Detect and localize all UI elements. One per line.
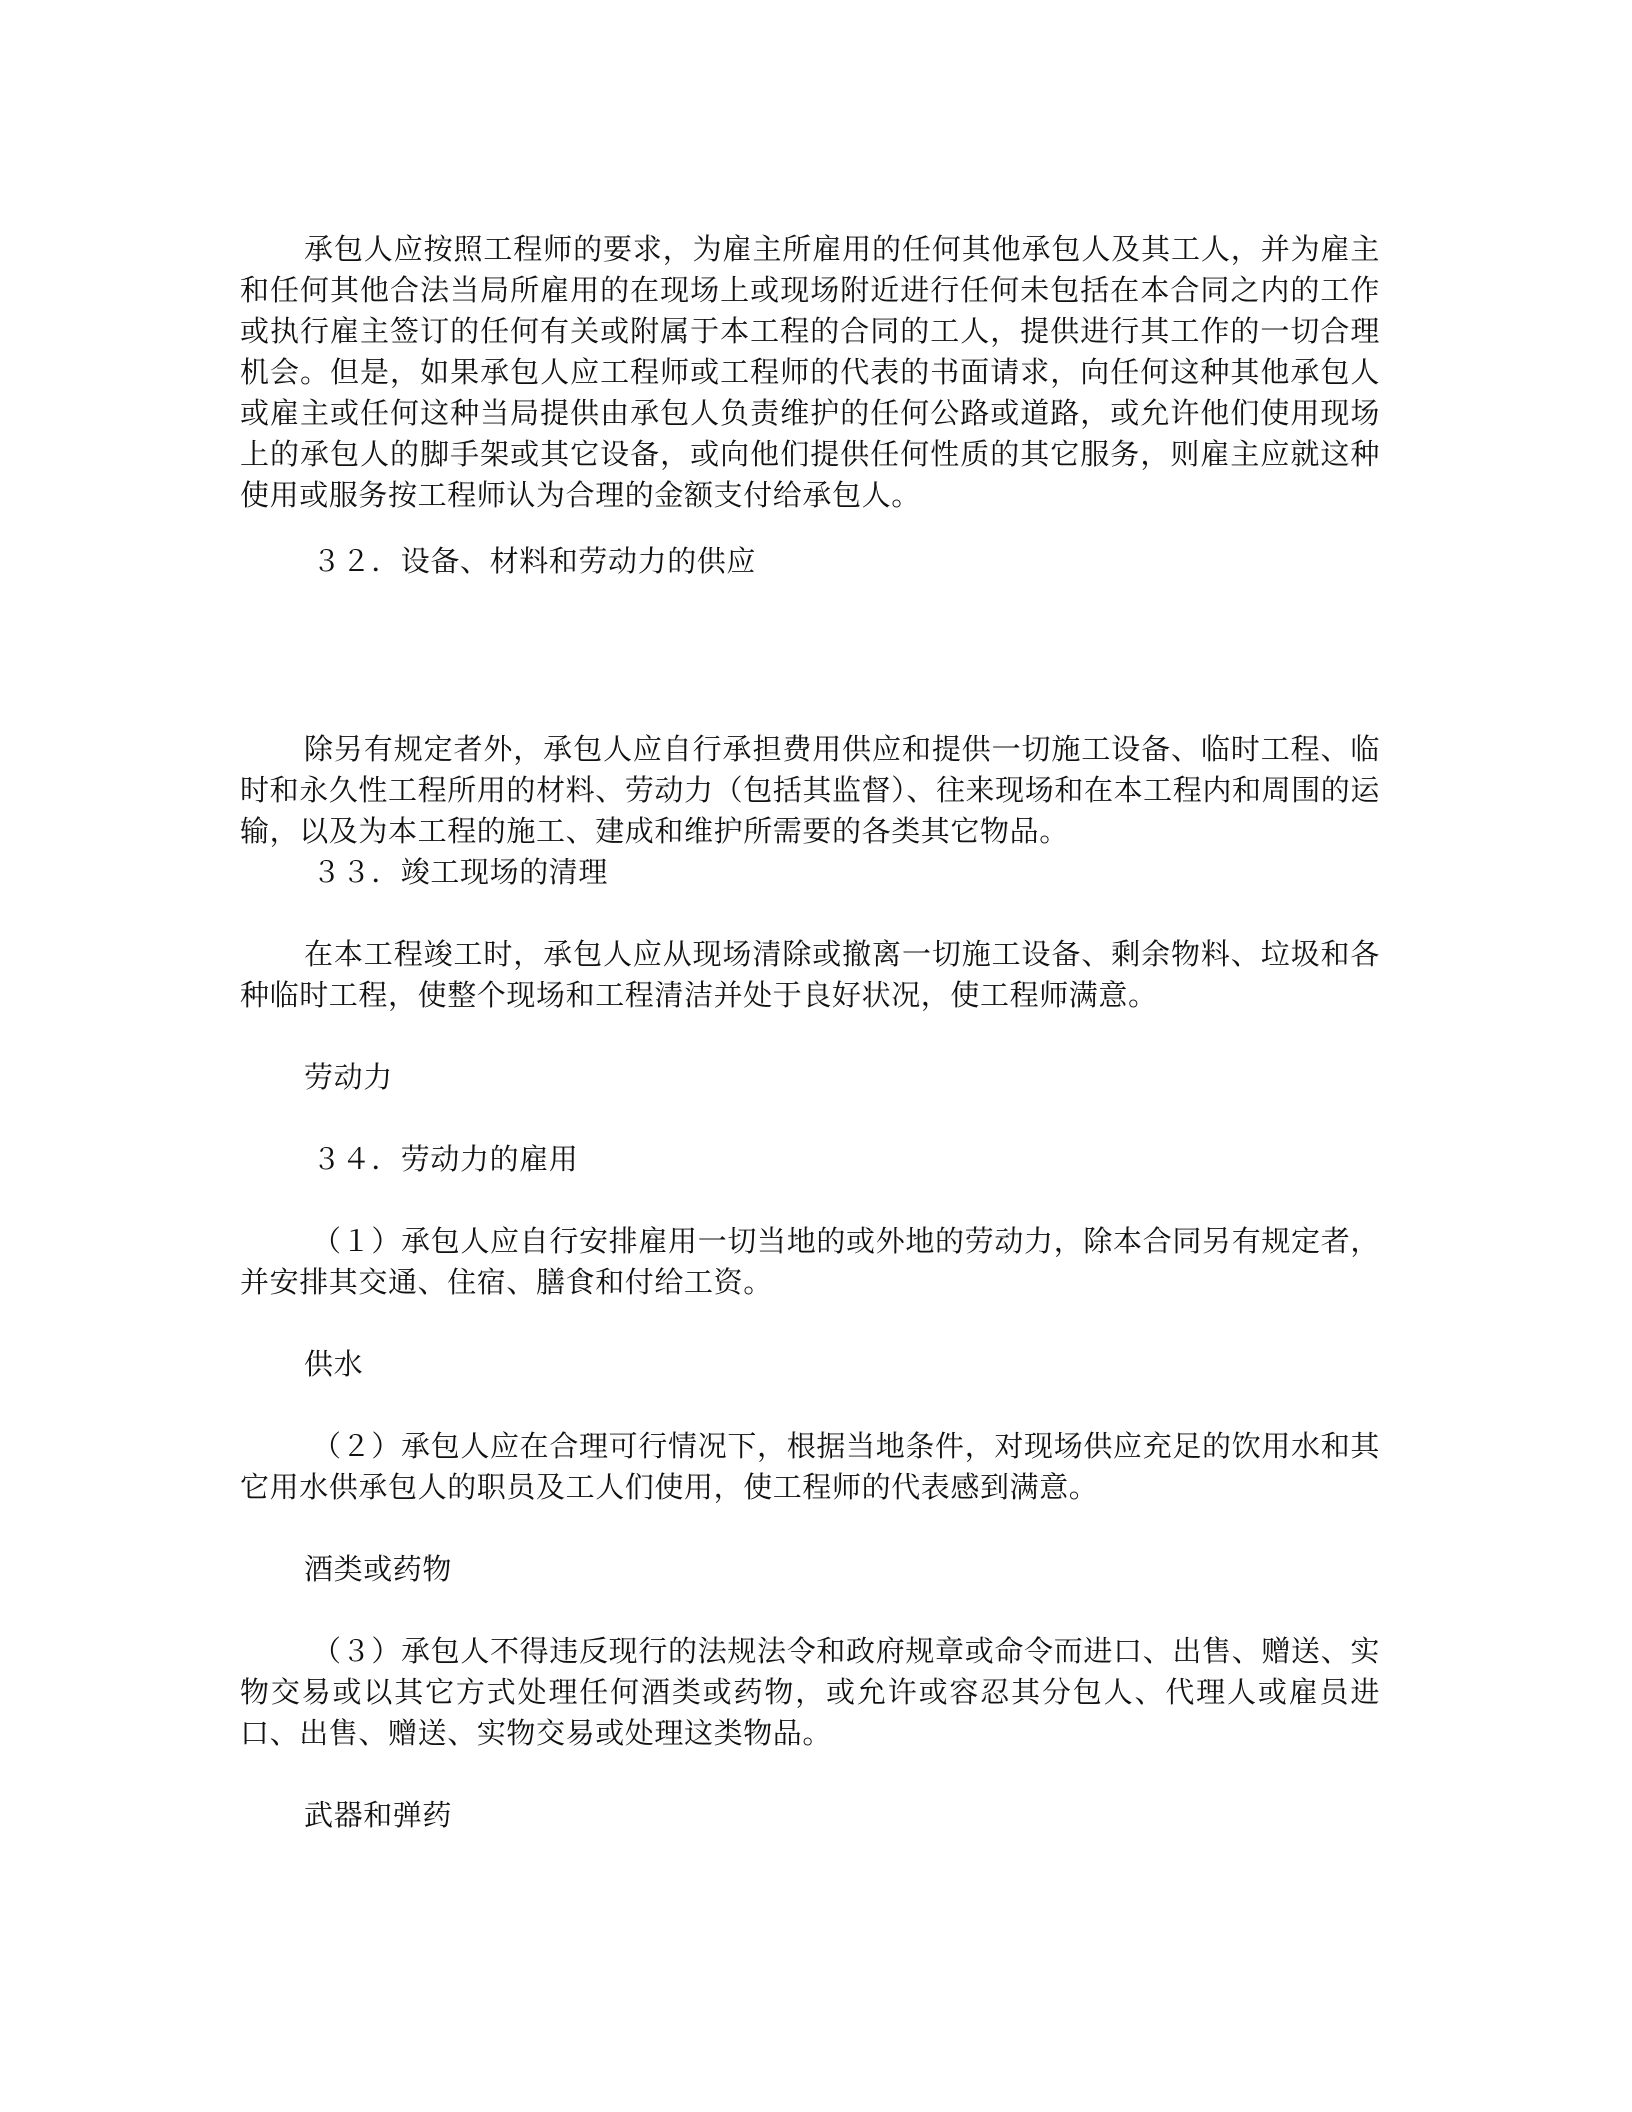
subheading-water-supply: 供水 xyxy=(304,1347,364,1381)
paragraph-engineer-request: 承包人应按照工程师的要求，为雇主所雇用的任何其他承包人及其工人，并为雇主和任何其他合法当局所雇用的在现场上或现场附近进行任何未包括在本合同之内的工作或执行雇主签订的任何有关或附属于本工程的合同的工人，提供进行其工作的一切合理机会。但是，如果承包人应工程师或工程师的代表的书面请求，向任何这种其他承包人或雇主或任何这种当局提供由承包人负责维护的任何公路或道路，或允许他们使用现场上的承包人的脚手架或其它设备，或向他们提供任何性质的其它服务，则雇主应就这种使用或服务按工程师认为合理的金额支付给承包人。 xyxy=(240,232,1380,512)
paragraph-clearance-of-site: 在本工程竣工时，承包人应从现场清除或撤离一切施工设备、剩余物料、垃圾和各种临时工程，使整个现场和工程清洁并处于良好状况，使工程师满意。 xyxy=(240,937,1380,1012)
paragraph-labour-engagement: （１）承包人应自行安排雇用一切当地的或外地的劳动力，除本合同另有规定者，并安排其交通、住宿、膳食和付给工资。 xyxy=(240,1224,1380,1299)
section-heading-33: ３３．竣工现场的清理 xyxy=(312,855,609,889)
paragraph-alcohol-drugs: （３）承包人不得违反现行的法规法令和政府规章或命令而进口、出售、赠送、实物交易或以其它方式处理任何酒类或药物，或允许或容忍其分包人、代理人或雇员进口、出售、赠送、实物交易或处理这类物品。 xyxy=(240,1634,1380,1750)
subheading-labour: 劳动力 xyxy=(304,1060,393,1094)
paragraph-supply-of-plant: 除另有规定者外，承包人应自行承担费用供应和提供一切施工设备、临时工程、临时和永久性工程所用的材料、劳动力（包括其监督）、往来现场和在本工程内和周围的运输，以及为本工程的施工、建成和维护所需要的各类其它物品。 xyxy=(240,732,1380,848)
section-heading-34: ３４．劳动力的雇用 xyxy=(312,1142,579,1176)
subheading-arms-ammunition: 武器和弹药 xyxy=(304,1798,453,1832)
section-heading-32: ３２．设备、材料和劳动力的供应 xyxy=(312,544,757,578)
document-body xyxy=(240,229,1380,1836)
subheading-alcohol-drugs: 酒类或药物 xyxy=(304,1552,453,1586)
paragraph-water-supply: （２）承包人应在合理可行情况下，根据当地条件，对现场供应充足的饮用水和其它用水供承包人的职员及工人们使用，使工程师的代表感到满意。 xyxy=(240,1429,1380,1504)
